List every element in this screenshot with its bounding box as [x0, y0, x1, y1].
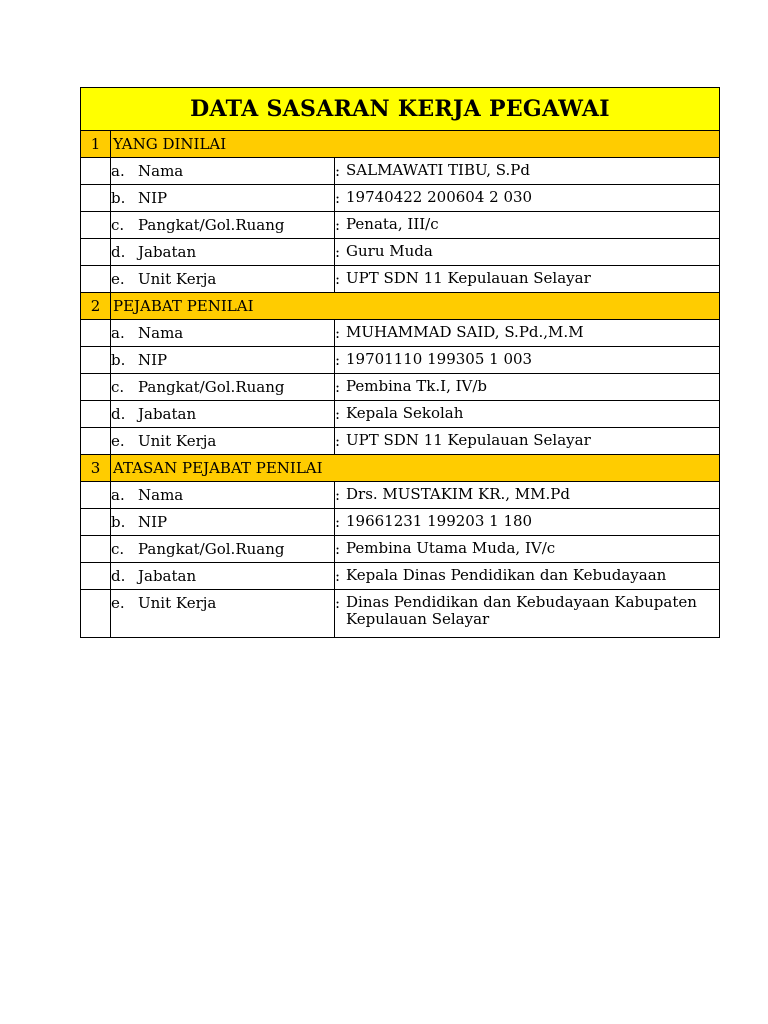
field-letter: a.	[111, 324, 125, 342]
field-value-cell	[335, 536, 720, 563]
section-number: 1	[81, 131, 111, 158]
field-label: Unit Kerja	[138, 270, 217, 288]
field-row	[81, 563, 720, 590]
field-letter: b.	[111, 351, 126, 369]
field-row	[81, 509, 720, 536]
row-spacer	[81, 590, 111, 638]
field-separator: :	[335, 162, 341, 180]
field-label-cell	[111, 509, 335, 536]
data-sasaran-table	[80, 87, 720, 638]
field-value-cell	[335, 320, 720, 347]
section-title: ATASAN PEJABAT PENILAI	[111, 455, 720, 482]
field-label: Nama	[138, 486, 184, 504]
row-spacer	[81, 347, 111, 374]
field-row	[81, 158, 720, 185]
field-value: Drs. MUSTAKIM KR., MM.Pd	[346, 485, 570, 503]
field-label: Unit Kerja	[138, 594, 217, 612]
field-label: NIP	[138, 351, 168, 369]
field-value: Penata, III/c	[346, 215, 439, 233]
field-separator: :	[335, 216, 341, 234]
field-label-cell	[111, 374, 335, 401]
row-spacer	[81, 266, 111, 293]
field-value: MUHAMMAD SAID, S.Pd.,M.M	[346, 323, 584, 341]
row-spacer	[81, 212, 111, 239]
field-label: Pangkat/Gol.Ruang	[138, 216, 285, 234]
field-row	[81, 482, 720, 509]
field-row	[81, 374, 720, 401]
row-spacer	[81, 239, 111, 266]
field-separator: :	[335, 378, 341, 396]
field-label: Pangkat/Gol.Ruang	[138, 378, 285, 396]
row-spacer	[81, 428, 111, 455]
row-spacer	[81, 401, 111, 428]
section-header-1	[81, 131, 720, 158]
section-number: 3	[81, 455, 111, 482]
field-letter: e.	[111, 594, 125, 612]
field-label: NIP	[138, 189, 168, 207]
section-title: PEJABAT PENILAI	[111, 293, 720, 320]
field-separator: :	[335, 594, 341, 612]
field-value-cell	[335, 374, 720, 401]
field-value-cell	[335, 212, 720, 239]
field-row	[81, 536, 720, 563]
row-spacer	[81, 158, 111, 185]
field-value: SALMAWATI TIBU, S.Pd	[346, 161, 530, 179]
field-letter: b.	[111, 189, 126, 207]
field-separator: :	[335, 351, 341, 369]
field-label-cell	[111, 563, 335, 590]
field-value-cell	[335, 158, 720, 185]
field-letter: e.	[111, 270, 125, 288]
field-letter: a.	[111, 486, 125, 504]
field-separator: :	[335, 405, 341, 423]
field-label-cell	[111, 401, 335, 428]
field-label-cell	[111, 347, 335, 374]
field-value: Guru Muda	[346, 242, 433, 260]
field-value: Pembina Utama Muda, IV/c	[346, 539, 556, 557]
field-value: UPT SDN 11 Kepulauan Selayar	[346, 269, 591, 287]
field-row	[81, 212, 720, 239]
field-value-cell	[335, 428, 720, 455]
field-value-cell	[335, 239, 720, 266]
row-spacer	[81, 374, 111, 401]
field-separator: :	[335, 486, 341, 504]
field-row	[81, 590, 720, 638]
row-spacer	[81, 320, 111, 347]
section-number: 2	[81, 293, 111, 320]
field-letter: c.	[111, 540, 125, 558]
field-letter: c.	[111, 378, 125, 396]
section-header-2	[81, 293, 720, 320]
title-row	[81, 88, 720, 131]
field-separator: :	[335, 432, 341, 450]
field-row	[81, 266, 720, 293]
field-separator: :	[335, 243, 341, 261]
field-label: Jabatan	[138, 243, 197, 261]
field-label: Jabatan	[138, 405, 197, 423]
field-row	[81, 428, 720, 455]
field-row	[81, 185, 720, 212]
field-row	[81, 347, 720, 374]
field-value: 19701110 199305 1 003	[346, 350, 533, 368]
field-value: Kepala Sekolah	[346, 404, 464, 422]
field-value-cell	[335, 185, 720, 212]
field-value: Dinas Pendidikan dan Kebudayaan Kabupaten Kepulauan Selayar	[346, 593, 697, 628]
field-value-cell	[335, 347, 720, 374]
field-value: UPT SDN 11 Kepulauan Selayar	[346, 431, 591, 449]
page-title: DATA SASARAN KERJA PEGAWAI	[81, 88, 720, 131]
sheet-body	[81, 88, 720, 638]
field-separator: :	[335, 540, 341, 558]
field-row	[81, 401, 720, 428]
field-separator: :	[335, 189, 341, 207]
field-letter: a.	[111, 162, 125, 180]
row-spacer	[81, 482, 111, 509]
field-label-cell	[111, 590, 335, 638]
field-label-cell	[111, 158, 335, 185]
field-label: Unit Kerja	[138, 432, 217, 450]
field-label-cell	[111, 239, 335, 266]
section-header-3	[81, 455, 720, 482]
row-spacer	[81, 509, 111, 536]
field-value: Pembina Tk.I, IV/b	[346, 377, 488, 395]
field-label-cell	[111, 428, 335, 455]
field-letter: c.	[111, 216, 125, 234]
field-label-cell	[111, 320, 335, 347]
field-label-cell	[111, 266, 335, 293]
field-separator: :	[335, 270, 341, 288]
field-separator: :	[335, 324, 341, 342]
field-label: Jabatan	[138, 567, 197, 585]
section-title: YANG DINILAI	[111, 131, 720, 158]
field-label-cell	[111, 482, 335, 509]
field-label-cell	[111, 212, 335, 239]
field-value-cell	[335, 266, 720, 293]
row-spacer	[81, 185, 111, 212]
field-label: NIP	[138, 513, 168, 531]
field-value-cell	[335, 509, 720, 536]
field-value: 19740422 200604 2 030	[346, 188, 533, 206]
field-row	[81, 239, 720, 266]
field-letter: d.	[111, 243, 126, 261]
field-value-cell	[335, 401, 720, 428]
field-label: Pangkat/Gol.Ruang	[138, 540, 285, 558]
row-spacer	[81, 536, 111, 563]
field-row	[81, 320, 720, 347]
field-label: Nama	[138, 162, 184, 180]
field-value-cell	[335, 590, 720, 638]
row-spacer	[81, 563, 111, 590]
field-value: Kepala Dinas Pendidikan dan Kebudayaan	[346, 566, 667, 584]
field-letter: e.	[111, 432, 125, 450]
field-letter: b.	[111, 513, 126, 531]
field-value: 19661231 199203 1 180	[346, 512, 533, 530]
field-separator: :	[335, 513, 341, 531]
field-letter: d.	[111, 567, 126, 585]
field-value-cell	[335, 482, 720, 509]
field-label: Nama	[138, 324, 184, 342]
field-label-cell	[111, 185, 335, 212]
field-label-cell	[111, 536, 335, 563]
field-separator: :	[335, 567, 341, 585]
field-value-cell	[335, 563, 720, 590]
field-letter: d.	[111, 405, 126, 423]
